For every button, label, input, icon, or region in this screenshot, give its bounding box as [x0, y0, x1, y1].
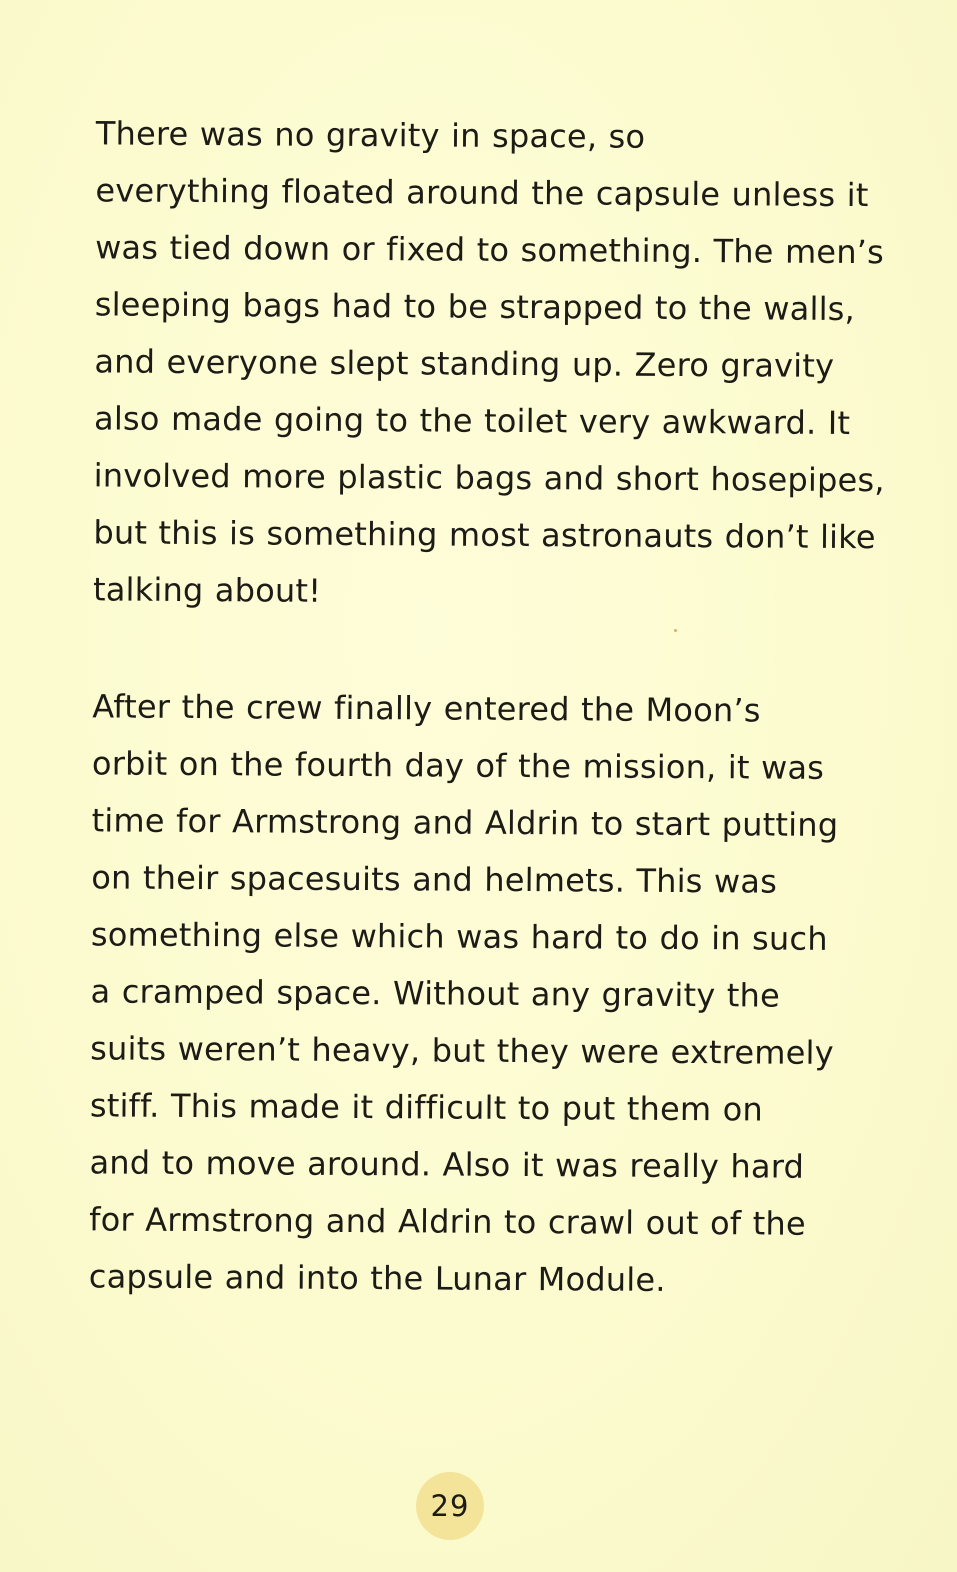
page-number: 29 [430, 1489, 470, 1523]
page-number-badge [416, 1472, 484, 1540]
text-line: There was no gravity in space, so [95, 114, 646, 156]
text-line: for Armstrong and Aldrin to crawl out of the [89, 1200, 806, 1243]
text-line: After the crew finally entered the Moon’s [92, 687, 761, 730]
text-line: time for Armstrong and Aldrin to start putting [91, 801, 839, 844]
text-line: but this is something most astronauts don’t like [93, 513, 876, 557]
text-line: suits weren’t heavy, but they were extremely [90, 1029, 834, 1072]
paragraph-1 [27, 105, 910, 623]
text-line: was tied down or fixed to something. The men’s [95, 228, 885, 272]
text-line: something else which was hard to do in such [90, 915, 828, 958]
text-line: sleeping bags had to be strapped to the walls, [94, 285, 856, 329]
text-line: a cramped space. Without any gravity the [90, 972, 781, 1015]
text-line: on their spacesuits and helmets. This was [91, 858, 778, 901]
text-line: capsule and into the Lunar Module. [88, 1257, 666, 1299]
text-line: involved more plastic bags and short hosepipes, [93, 456, 885, 500]
body-text [23, 105, 910, 1310]
paragraph-2 [23, 678, 907, 1310]
text-line: stiff. This made it difficult to put them on [89, 1086, 764, 1129]
text-line: orbit on the fourth day of the mission, it was [91, 744, 825, 787]
text-line: and to move around. Also it was really hard [89, 1143, 805, 1186]
text-line: talking about! [92, 570, 322, 610]
text-line: also made going to the toilet very awkward. It [93, 399, 851, 443]
text-line: and everyone slept standing up. Zero gravity [94, 342, 835, 385]
text-line: everything floated around the capsule unless it [95, 171, 869, 215]
paper-speck [674, 629, 677, 632]
